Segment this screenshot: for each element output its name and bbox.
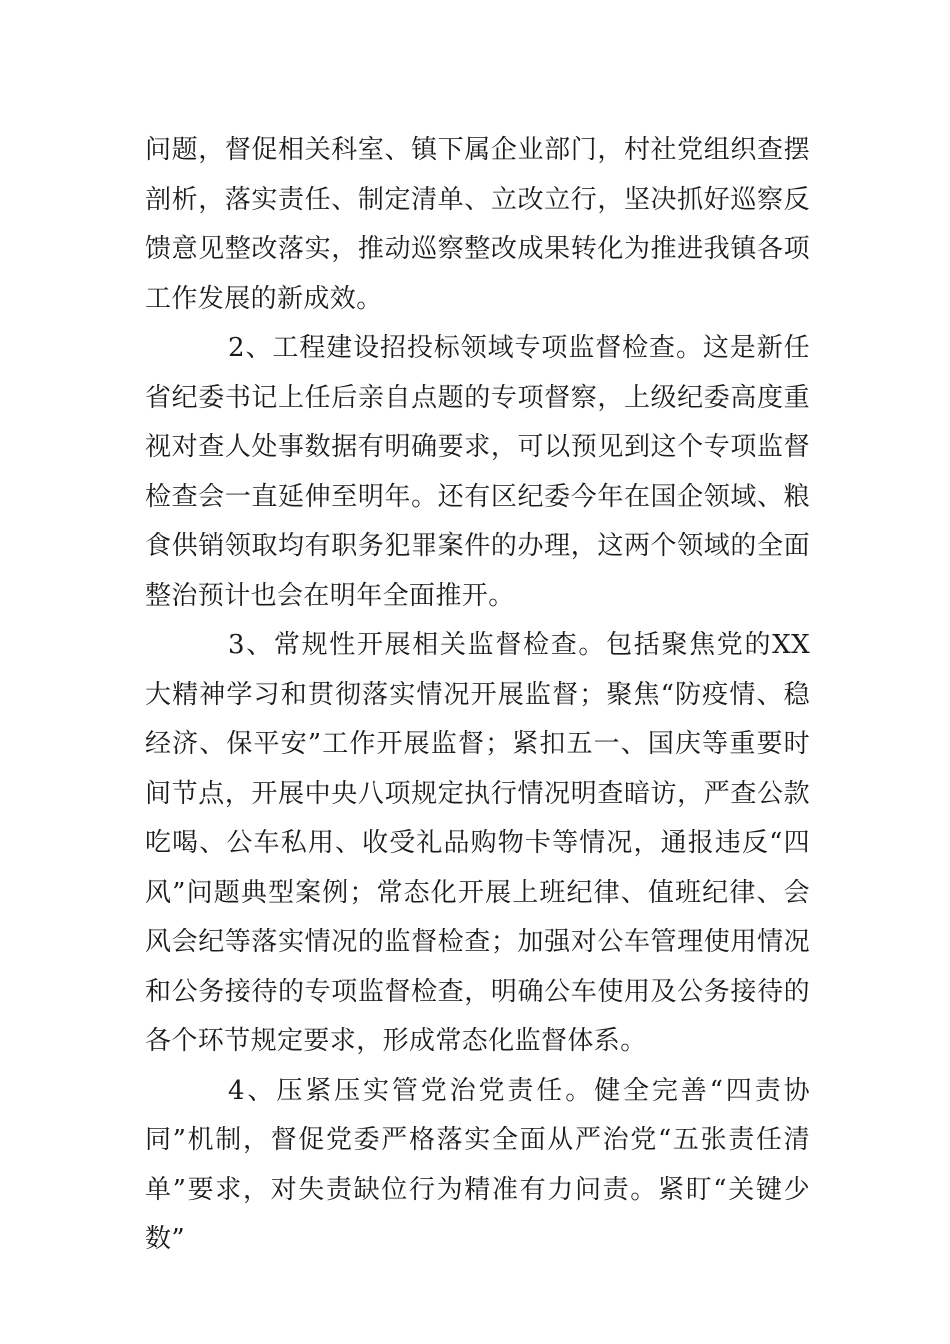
paragraph-continuation: 问题，督促相关科室、镇下属企业部门，村社党组织查摆剖析，落实责任、制定清单、立改立行，坚决抓好巡察反馈意见整改落实，推动巡察整改成果转化为推进我镇各项工作发展的新成效。 — [145, 135, 810, 314]
paragraph-item-2: 2、工程建设招投标领域专项监督检查。这是新任省纪委书记上任后亲自点题的专项督察，上级纪委高度重视对查人处事数据有明确要求，可以预见到这个专项监督检查会一直延伸至明年。还有区纪委今年在国企领域、粮食供销领取均有职务犯罪案件的办理，这两个领域的全面整治预计也会在明年全面推开。 — [145, 333, 810, 611]
paragraph-item-3: 3、常规性开展相关监督检查。包括聚焦党的XX大精神学习和贯彻落实情况开展监督；聚焦“防疫情、稳经济、保平安”工作开展监督；紧扣五一、国庆等重要时间节点，开展中央八项规定执行情况明查暗访，严查公款吃喝、公车私用、收受礼品购物卡等情况，通报违反“四风”问题典型案例；常态化开展上班纪律、值班纪律、会风会纪等落实情况的监督检查；加强对公车管理使用情况和公务接待的专项监督检查，明确公车使用及公务接待的各个环节规定要求，形成常态化监督体系。 — [145, 630, 810, 1056]
document-body — [145, 126, 810, 1265]
paragraph-item-4: 4、压紧压实管党治党责任。健全完善“四责协同”机制，督促党委严格落实全面从严治党“五张责任清单”要求，对失责缺位行为精准有力问责。紧盯“关键少数” — [145, 1075, 810, 1254]
